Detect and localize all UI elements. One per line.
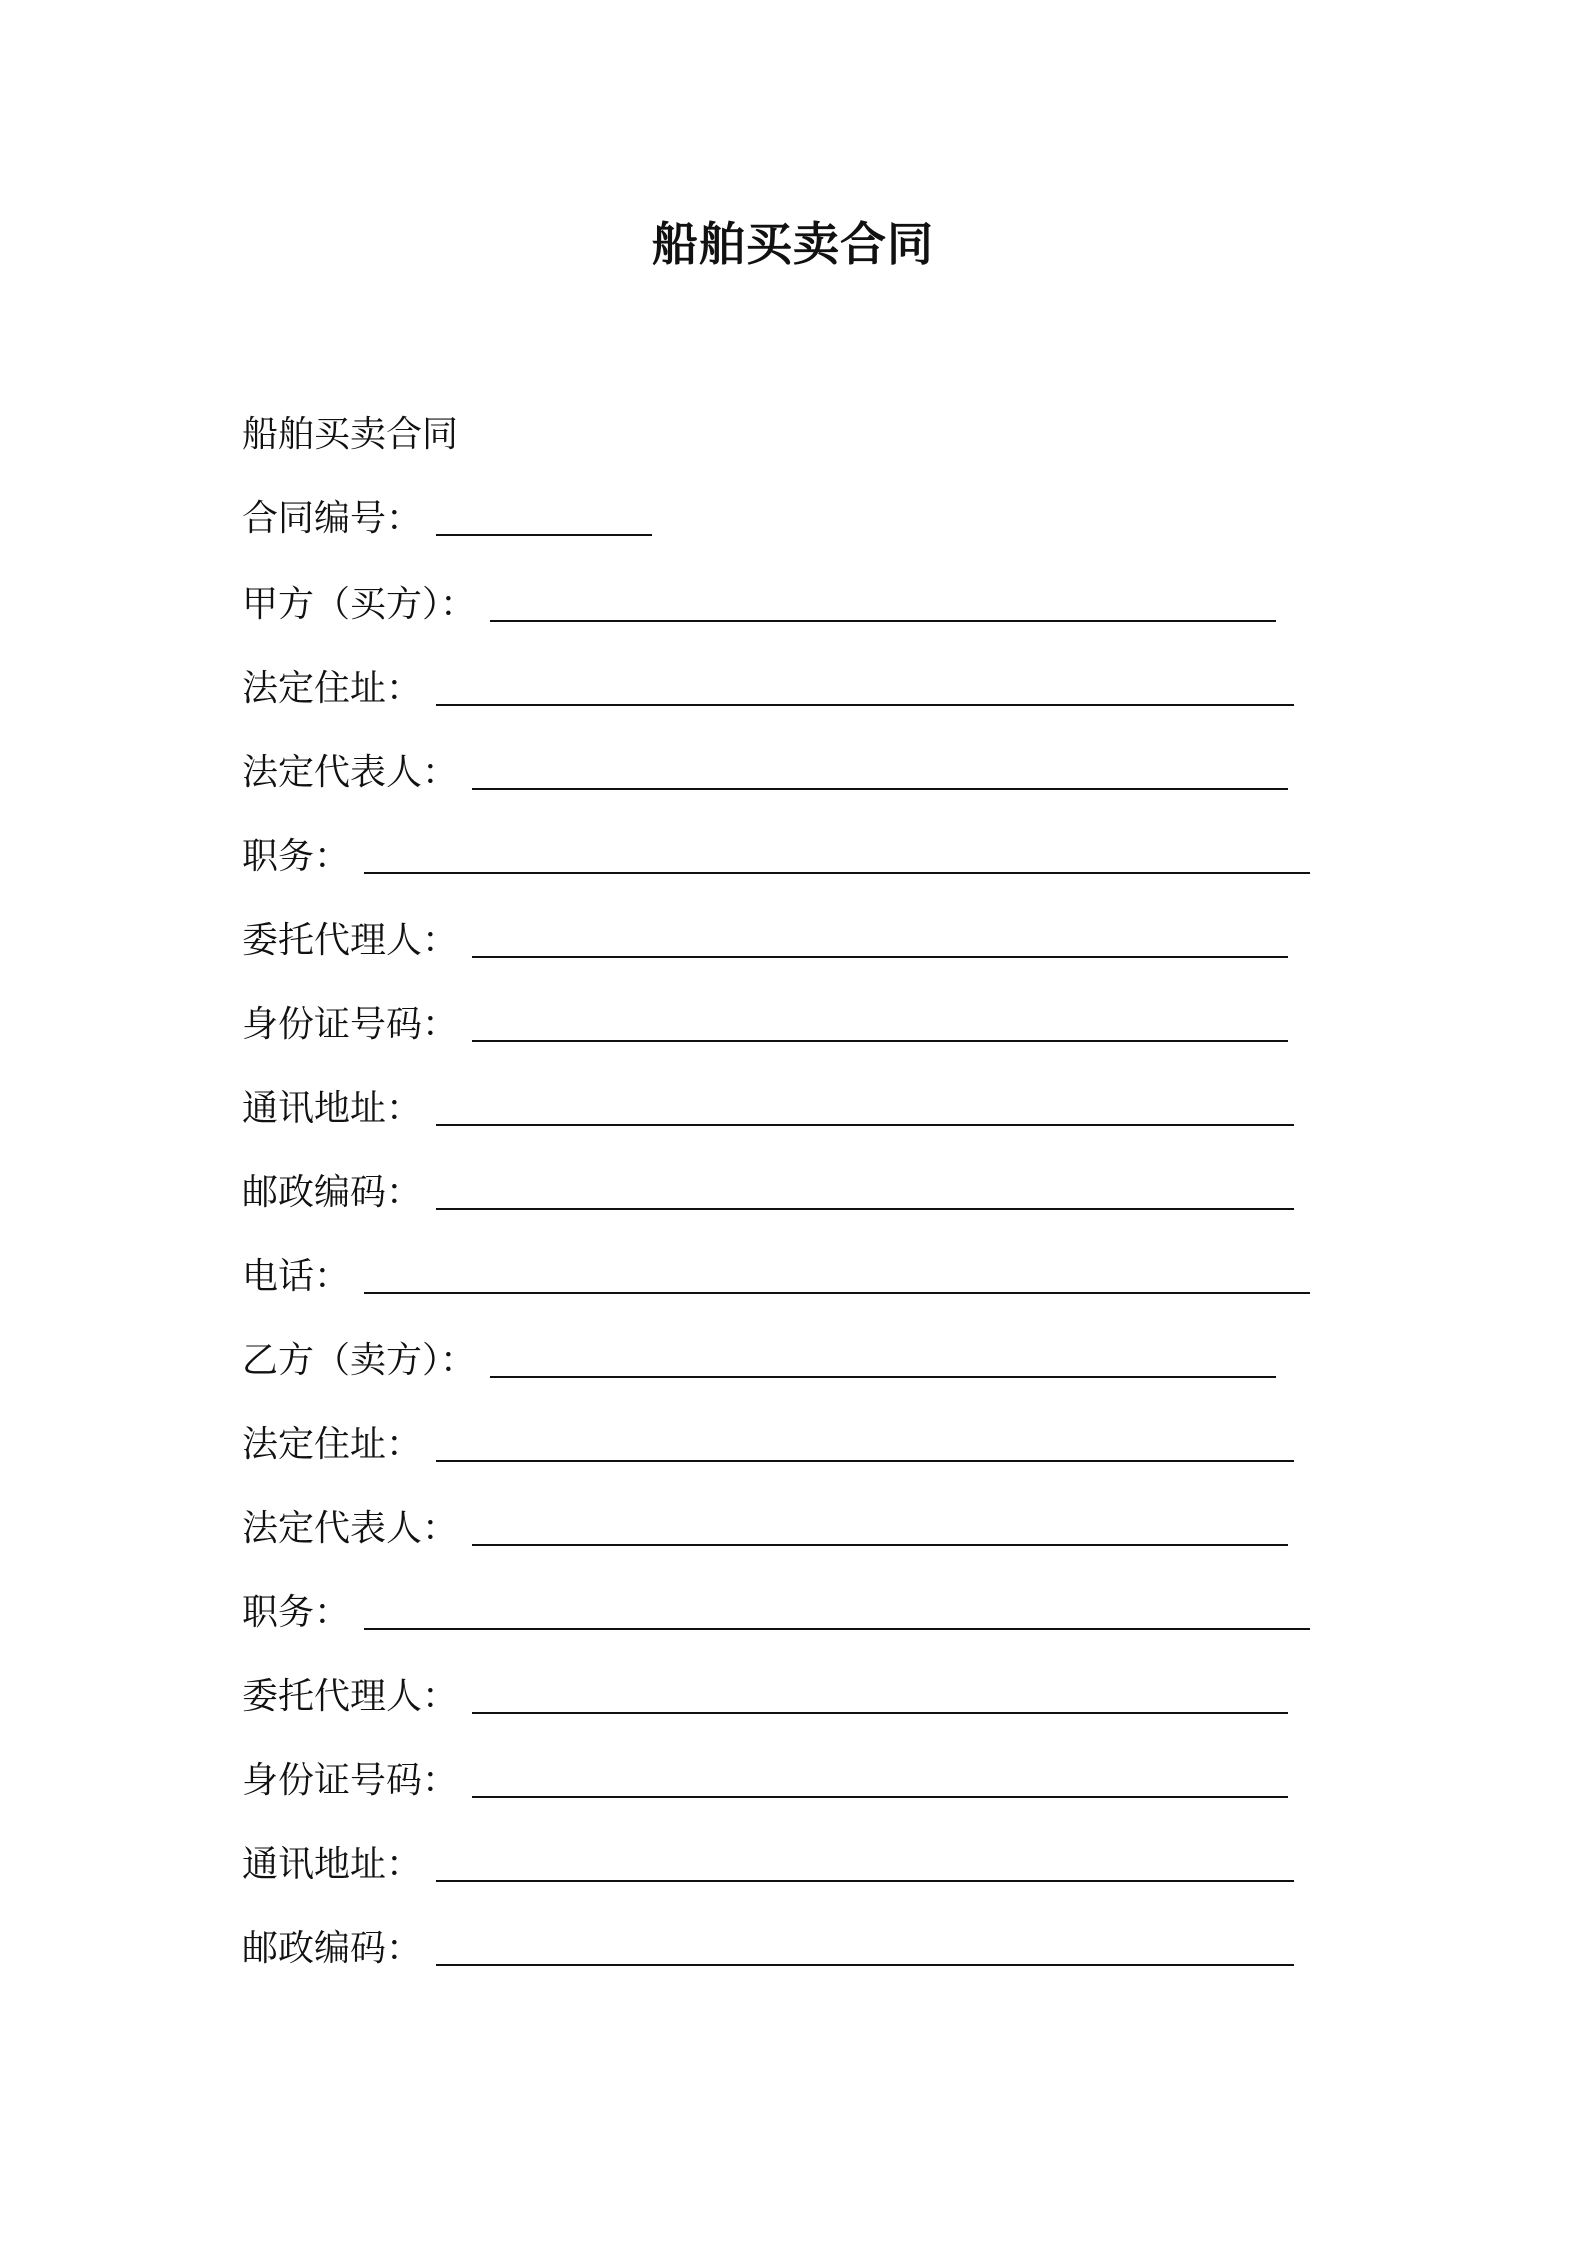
field-label: 乙方（卖方）：	[242, 1340, 477, 1381]
blank-line[interactable]	[472, 956, 1288, 958]
blank-line[interactable]	[472, 1712, 1288, 1714]
blank-line[interactable]	[436, 1880, 1294, 1882]
field-contract-number[interactable]	[242, 494, 652, 544]
field-b-mailing-address[interactable]	[242, 1840, 1294, 1890]
field-label: 法定代表人：	[242, 752, 459, 793]
blank-line[interactable]	[472, 1796, 1288, 1798]
field-party-a-buyer[interactable]	[242, 580, 1276, 630]
field-b-position[interactable]	[242, 1588, 1310, 1638]
field-a-legal-representative[interactable]	[242, 748, 1288, 798]
blank-line[interactable]	[436, 534, 652, 536]
field-label: 法定住址：	[242, 668, 423, 709]
field-label: 甲方（买方）：	[242, 584, 477, 625]
field-label: 邮政编码：	[242, 1928, 423, 1969]
field-label: 邮政编码：	[242, 1172, 423, 1213]
blank-line[interactable]	[436, 1124, 1294, 1126]
field-label: 通讯地址：	[242, 1844, 423, 1885]
field-b-postal-code[interactable]	[242, 1924, 1294, 1974]
field-party-b-seller[interactable]	[242, 1336, 1276, 1386]
document-subtitle: 船舶买卖合同	[242, 414, 459, 455]
field-label: 通讯地址：	[242, 1088, 423, 1129]
blank-line[interactable]	[436, 1964, 1294, 1966]
field-label: 身份证号码：	[242, 1760, 459, 1801]
blank-line[interactable]	[490, 620, 1276, 622]
field-a-id-number[interactable]	[242, 1000, 1288, 1050]
blank-line[interactable]	[472, 1040, 1288, 1042]
field-b-legal-representative[interactable]	[242, 1504, 1288, 1554]
blank-line[interactable]	[472, 788, 1288, 790]
field-a-legal-address[interactable]	[242, 664, 1294, 714]
field-a-phone[interactable]	[242, 1252, 1310, 1302]
field-label: 合同编号：	[242, 498, 423, 539]
field-a-position[interactable]	[242, 832, 1310, 882]
blank-line[interactable]	[436, 704, 1294, 706]
blank-line[interactable]	[436, 1208, 1294, 1210]
field-label: 身份证号码：	[242, 1004, 459, 1045]
blank-line[interactable]	[436, 1460, 1294, 1462]
blank-line[interactable]	[364, 1292, 1310, 1294]
blank-line[interactable]	[364, 1628, 1310, 1630]
blank-line[interactable]	[472, 1544, 1288, 1546]
field-a-entrusted-agent[interactable]	[242, 916, 1288, 966]
document-title: 船舶买卖合同	[652, 217, 934, 271]
field-b-entrusted-agent[interactable]	[242, 1672, 1288, 1722]
field-label: 电话：	[242, 1256, 351, 1297]
field-label: 法定代表人：	[242, 1508, 459, 1549]
field-label: 委托代理人：	[242, 1676, 459, 1717]
field-b-id-number[interactable]	[242, 1756, 1288, 1806]
field-label: 职务：	[242, 1592, 351, 1633]
blank-line[interactable]	[490, 1376, 1276, 1378]
field-label: 委托代理人：	[242, 920, 459, 961]
field-a-postal-code[interactable]	[242, 1168, 1294, 1218]
field-a-mailing-address[interactable]	[242, 1084, 1294, 1134]
field-label: 职务：	[242, 836, 351, 877]
field-b-legal-address[interactable]	[242, 1420, 1294, 1470]
blank-line[interactable]	[364, 872, 1310, 874]
field-label: 法定住址：	[242, 1424, 423, 1465]
